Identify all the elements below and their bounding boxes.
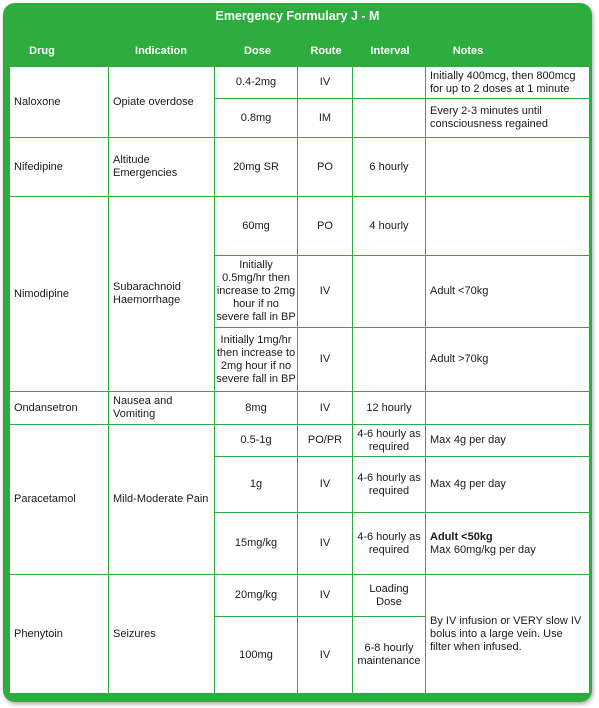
dose-cell: 0.5-1g — [215, 425, 298, 457]
dose-cell: 0.8mg — [215, 99, 298, 138]
table-row — [10, 67, 590, 99]
dose-cell: 8mg — [215, 392, 298, 425]
dose-cell: Initially 0.5mg/hr then increase to 2mg hour if no severe fall in BP — [215, 256, 298, 328]
route-cell: IV — [298, 575, 353, 617]
notes-cell: Every 2-3 minutes until consciousness regained — [426, 99, 590, 138]
route-cell: IM — [298, 99, 353, 138]
interval-cell: 4-6 hourly as required — [353, 425, 426, 457]
interval-cell: 6-8 hourly maintenance — [353, 617, 426, 694]
drug-cell: Nimodipine — [10, 197, 109, 392]
column-header-row — [3, 36, 592, 66]
indication-cell: Altitude Emergencies — [109, 138, 215, 197]
indication-cell: Mild-Moderate Pain — [109, 425, 215, 575]
indication-cell: Nausea and Vomiting — [109, 392, 215, 425]
header-indication: Indication — [135, 45, 187, 57]
table-row — [10, 138, 590, 197]
indication-cell: Subarachnoid Haemorrhage — [109, 197, 215, 392]
header-drug: Drug — [29, 45, 55, 57]
notes-cell — [426, 392, 590, 425]
dose-cell: Initially 1mg/hr then increase to 2mg hour if no severe fall in BP — [215, 328, 298, 392]
notes-cell: Max 4g per day — [426, 425, 590, 457]
interval-cell — [353, 67, 426, 99]
notes-cell: Adult <70kg — [426, 256, 590, 328]
dose-cell: 15mg/kg — [215, 513, 298, 575]
dose-cell: 60mg — [215, 197, 298, 256]
header-notes: Notes — [452, 45, 484, 57]
table-row — [10, 197, 590, 256]
interval-cell — [353, 328, 426, 392]
interval-cell: 6 hourly — [353, 138, 426, 197]
drug-cell: Nifedipine — [10, 138, 109, 197]
notes-cell — [426, 138, 590, 197]
route-cell: PO — [298, 138, 353, 197]
interval-cell: 4 hourly — [353, 197, 426, 256]
dose-cell: 20mg SR — [215, 138, 298, 197]
formulary-title: Emergency Formulary J - M — [215, 9, 380, 23]
notes-cell — [426, 197, 590, 256]
table-row — [10, 425, 590, 457]
notes-text: Max 60mg/kg per day — [430, 543, 536, 556]
indication-cell: Opiate overdose — [109, 67, 215, 138]
dose-cell: 20mg/kg — [215, 575, 298, 617]
formulary-table — [9, 66, 590, 694]
header-dose: Dose — [244, 45, 271, 57]
header-route: Route — [310, 45, 342, 57]
route-cell: IV — [298, 457, 353, 513]
interval-cell — [353, 99, 426, 138]
dose-cell: 0.4-2mg — [215, 67, 298, 99]
route-cell: IV — [298, 617, 353, 694]
route-cell: IV — [298, 328, 353, 392]
interval-cell — [353, 256, 426, 328]
route-cell: PO/PR — [298, 425, 353, 457]
dose-cell: 1g — [215, 457, 298, 513]
notes-cell: Max 4g per day — [426, 457, 590, 513]
route-cell: IV — [298, 67, 353, 99]
route-cell: IV — [298, 392, 353, 425]
formulary-panel — [3, 3, 592, 702]
route-cell: IV — [298, 256, 353, 328]
notes-emphasis: Adult <50kg — [430, 530, 493, 543]
interval-cell: Loading Dose — [353, 575, 426, 617]
table-row — [10, 392, 590, 425]
indication-cell: Seizures — [109, 575, 215, 694]
table-row — [10, 575, 590, 617]
route-cell: IV — [298, 513, 353, 575]
interval-cell: 4-6 hourly as required — [353, 513, 426, 575]
interval-cell: 12 hourly — [353, 392, 426, 425]
notes-cell — [426, 513, 590, 575]
notes-cell: By IV infusion or VERY slow IV bolus into a large vein. Use filter when infused. — [426, 575, 590, 694]
header-interval: Interval — [370, 45, 410, 57]
drug-cell: Ondansetron — [10, 392, 109, 425]
notes-cell: Initially 400mcg, then 800mcg for up to 2 doses at 1 minute — [426, 67, 590, 99]
drug-cell: Phenytoin — [10, 575, 109, 694]
interval-cell: 4-6 hourly as required — [353, 457, 426, 513]
notes-cell: Adult >70kg — [426, 328, 590, 392]
route-cell: PO — [298, 197, 353, 256]
drug-cell: Naloxone — [10, 67, 109, 138]
drug-cell: Paracetamol — [10, 425, 109, 575]
dose-cell: 100mg — [215, 617, 298, 694]
